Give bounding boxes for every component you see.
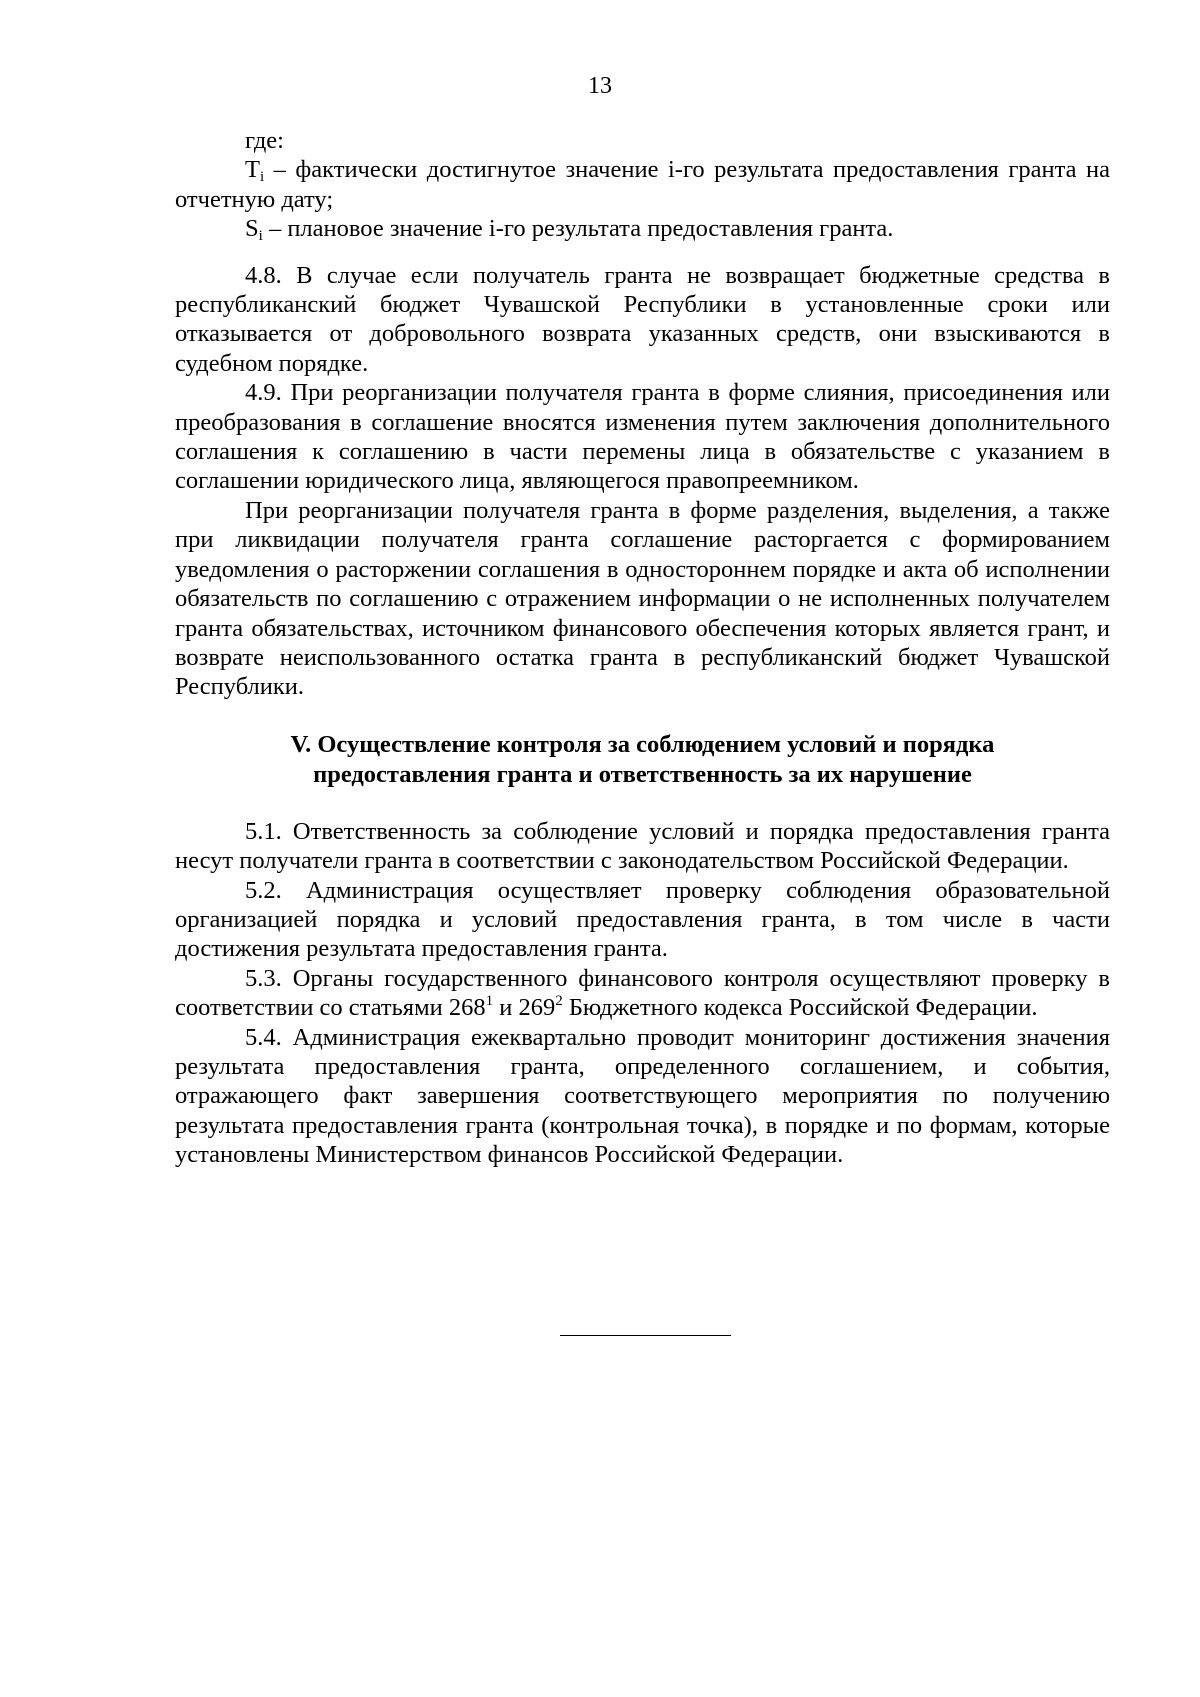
t-subscript: i bbox=[259, 169, 265, 186]
end-of-document-rule bbox=[560, 1335, 731, 1336]
t-symbol: T bbox=[245, 156, 260, 184]
spacer bbox=[175, 244, 1110, 261]
s-symbol: S bbox=[245, 215, 259, 243]
paragraph-5-3-text-3: Бюджетного кодекса Российской Федерации. bbox=[562, 994, 1038, 1022]
paragraph-5-1: 5.1. Ответственность за соблюдение условий и порядка предоставления гранта несут получатели гранта в соответствии с законодательством Российской Федерации. bbox=[175, 817, 1110, 875]
section-heading-line-2: предоставления гранта и ответственность за их нарушение bbox=[313, 760, 972, 788]
section-heading-line-1: V. Осуществление контроля за соблюдением условий и порядка bbox=[290, 730, 995, 758]
definitions-intro: где: bbox=[245, 127, 284, 154]
paragraph-5-4: 5.4. Администрация ежеквартально проводит мониторинг достижения значения результата предоставления гранта, определенного соглашением, и события, отражающего факт завершения соответствующего мероприятия по получению результата предоставления гранта (контрольная точка), в порядке и по формам, которые установлены Министерством финансов Российской Федерации. bbox=[175, 1023, 1110, 1169]
s-subscript: i bbox=[258, 228, 263, 245]
paragraph-5-3-text-1: 5.3. Органы государственного финансового контроля осуществляют проверку в соответствии со статьями 268 bbox=[175, 964, 1110, 1022]
t-definition-text: – фактически достигнутое значение i-го результата предоставления гранта на отчетную дату; bbox=[175, 156, 1110, 213]
spacer bbox=[175, 702, 1110, 730]
superscript-1: 1 bbox=[485, 993, 494, 1010]
definition-s bbox=[175, 214, 1110, 243]
paragraph-5-2: 5.2. Администрация осуществляет проверку соблюдения образовательной организацией порядка и условий предоставления гранта, в том числе в части достижения результата предоставления гранта. bbox=[175, 876, 1110, 963]
section-heading bbox=[175, 730, 1110, 790]
superscript-2: 2 bbox=[555, 993, 563, 1010]
paragraph-5-3-text-2: и 269 bbox=[493, 994, 556, 1022]
s-definition-text: – плановое значение i-го результата предоставления гранта. bbox=[262, 215, 894, 243]
paragraph-4-8: 4.8. В случае если получатель гранта не возвращает бюджетные средства в республиканский бюджет Чувашской Республики в установленные сроки или отказывается от добровольного возврата указанных средств, они взыскиваются в судебном порядке. bbox=[175, 261, 1110, 377]
definition-t bbox=[175, 155, 1110, 214]
spacer bbox=[175, 790, 1110, 817]
paragraph-4-9: 4.9. При реорганизации получателя гранта в форме слияния, присоединения или преобразования в соглашение вносятся изменения путем заключения дополнительного соглашения к соглашению в части перемены лица в обязательстве с указанием в соглашении юридического лица, являющегося правопреемником. bbox=[175, 379, 1110, 495]
page-number: 13 bbox=[588, 73, 612, 99]
paragraph-4-9-continued: При реорганизации получателя гранта в форме разделения, выделения, а также при ликвидации получателя гранта соглашение расторгается с формированием уведомления о расторжении соглашения в одностороннем порядке и акта об исполнении обязательств по соглашению с отражением информации о не исполненных получателем гранта обязательствах, источником финансового обеспечения которых является грант, и возврате неиспользованного остатка гранта в республиканский бюджет Чувашской Республики. bbox=[175, 496, 1110, 701]
document-body bbox=[175, 126, 1110, 1170]
paragraph-5-3 bbox=[175, 964, 1110, 1023]
